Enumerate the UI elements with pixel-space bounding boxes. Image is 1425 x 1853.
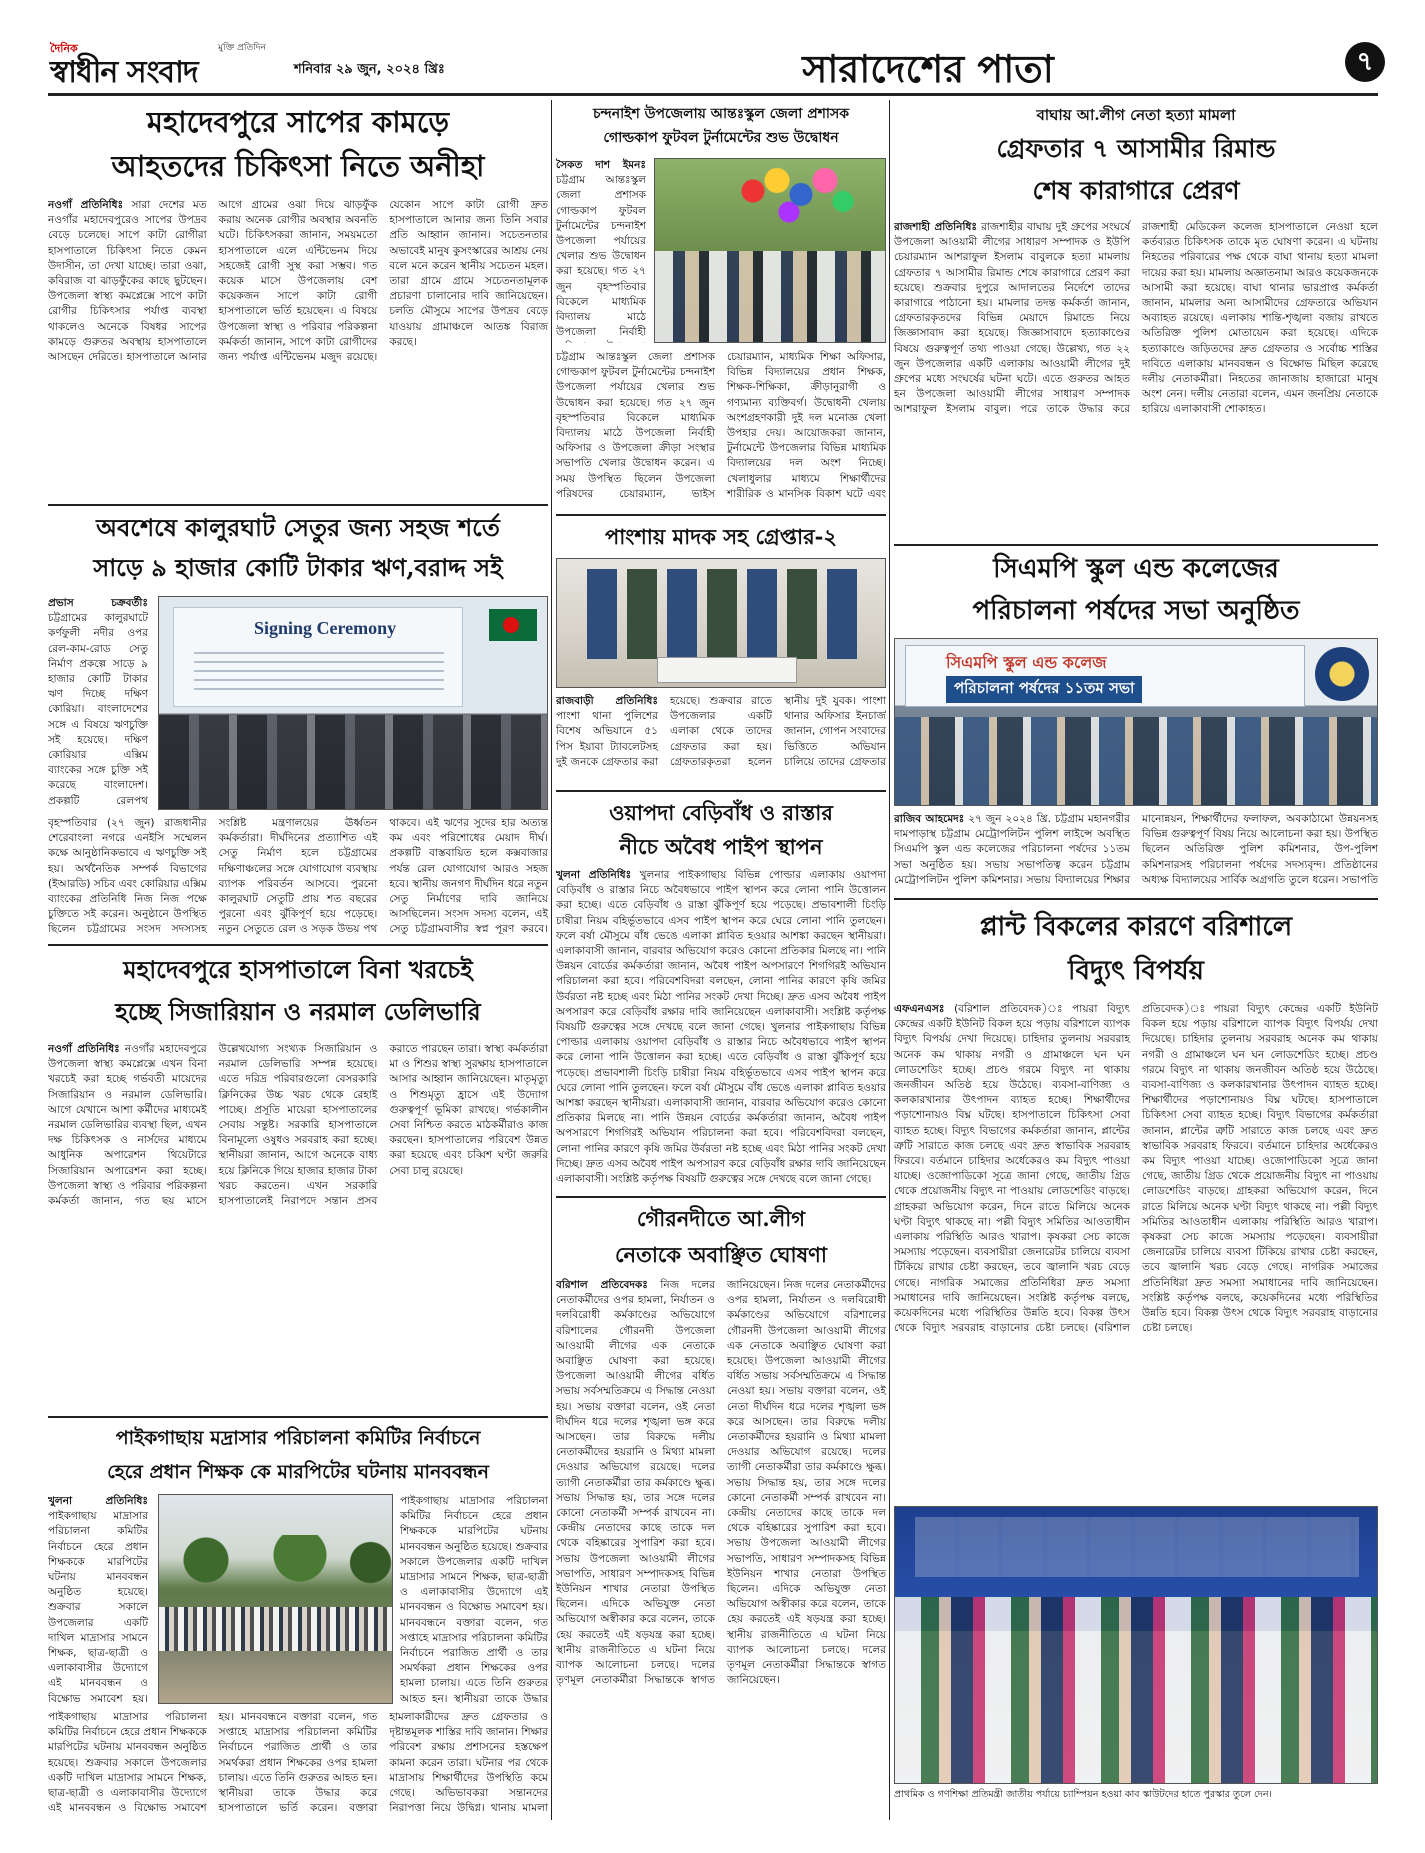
article-body xyxy=(556,868,886,1190)
scouts-group xyxy=(895,1597,1378,1784)
masthead xyxy=(48,40,1378,90)
banner-school-name: সিএমপি স্কুল এন্ড কলেজ xyxy=(946,653,1107,672)
headline: গ্রেফতার ৭ আসামীর রিমান্ড xyxy=(996,134,1276,163)
dateline: নওগাঁ প্রতিনিধিঃ xyxy=(48,1043,120,1055)
headline: মহাদেবপুরে সাপের কামড়ে xyxy=(146,105,450,139)
dateline: বরিশাল প্রতিবেদকঃ xyxy=(556,1279,648,1291)
article-bagha xyxy=(894,100,1378,540)
dateline: সৈকত দাশ ইমনঃ xyxy=(556,159,646,171)
divider xyxy=(894,544,1378,546)
logo-tag: মুক্তি প্রতিদিন xyxy=(218,43,266,53)
column-separator xyxy=(551,100,552,1820)
article-body xyxy=(894,220,1378,538)
body-text: পাইকগাছায় মাদ্রাসার পরিচালনা কমিটির নির্বাচনে হেরে প্রধান শিক্ষককে মারপিটের ঘটনায় মানববন্ধন অনুষ্ঠিত হয়েছে। শুক্রবার সকালে উপজেলার একটি দাখিল মাদ্রাসার সামনে শিক্ষক, ছাত্র-ছাত্রী ও এলাকাবাসীর উদ্যোগে এই মানববন্ধন ও বিক্ষোভ সমাবেশ হয়। xyxy=(48,1510,148,1704)
headline-line2: আহতদের চিকিৎসা নিতে অনীহা xyxy=(111,149,485,183)
people-row xyxy=(159,715,548,810)
logo-small: দৈনিক xyxy=(50,42,78,55)
article-snake xyxy=(48,100,548,500)
body-text: খুলনার পাইকগাছায় বিভিন্ন পোল্ডার এলাকায় ওয়াপদা বেড়িবাঁধ ও রাস্তার নিচে অবৈধভাবে পাইপ স্থাপন করে লোনা পানি উত্তোলন করা হচ্ছে। এতে বেড়িবাঁধ ও রাস্তা ঝুঁকিপূর্ণ হয়ে পড়েছে। প্রভাবশালী চিংড়ি চাষীরা নিয়ম বহির্ভূতভাবে এসব পাইপ স্থাপন করে ঘেরে লোনা পানি তুলছেন। ফলে বর্ষা মৌসুমে বাঁধ ভেঙে এলাকা প্লাবিত হওয়ার আশঙ্কা করছেন স্থানীয়রা। এলাকাবাসী জানান, বারবার অভিযোগ করেও কোনো প্রতিকার মিলছে না। পানি উন্নয়ন বোর্ডের কর্মকর্তারা জানান, অবৈধ পাইপ অপসারণে শিগগিরই অভিযান পরিচালনা করা হবে। পরিবেশবিদরা বলছেন, লোনা পানির কারণে কৃষি জমির উর্বরতা নষ্ট হচ্ছে এবং মিঠা পানির সংকট দেখা দিচ্ছে। দ্রুত এসব অবৈধ পাইপ অপসারণ করে বেড়িবাঁধ রক্ষার দাবি জানিয়েছেন এলাকাবাসী। সংশ্লিষ্ট কর্তৃপক্ষ বিষয়টি গুরুত্বের সঙ্গে দেখছে বলে জানা গেছে। xyxy=(556,869,886,1034)
people-arrested xyxy=(587,569,857,659)
headline-line2: গোল্ডকাপ ফুটবল টুর্নামেন্টের শুভ উদ্বোধন xyxy=(603,130,839,146)
banner-board xyxy=(173,607,463,707)
people-line xyxy=(159,1607,393,1651)
body-text: নিজ দলের নেতাকর্মীদের ওপর হামলা, নির্যাতন ও দলবিরোধী কর্মকাণ্ডের অভিযোগে বরিশালের গৌরনদী উপজেলা আওয়ামী লীগের এক নেতাকে অবাঞ্ছিত ঘোষণা করা হয়েছে। উপজেলা আওয়ামী লীগের বর্ধিত সভায় সর্বসম্মতিক্রমে এ সিদ্ধান্ত নেওয়া হয়। সভায় বক্তারা বলেন, ওই নেতা দীর্ঘদিন ধরে দলের শৃঙ্খলা ভঙ্গ করে আসছেন। তার বিরুদ্ধে দলীয় নেতাকর্মীদের হয়রানি ও মিথ্যা মামলা দেওয়ার অভিযোগ রয়েছে। দলের ত্যাগী নেতাকর্মীরা তার কর্মকাণ্ডে ক্ষুব্ধ। সভায় সিদ্ধান্ত হয়, তার সঙ্গে দলের কোনো নেতাকর্মী সম্পর্ক রাখবেন না। কেন্দ্রীয় নেতাদের কাছে তাকে দল থেকে বহিষ্কারের সুপারিশ করা হবে। সভায় উপজেলা আওয়ামী লীগের সভাপতি, সাধারণ সম্পাদকসহ বিভিন্ন ইউনিয়ন শাখার নেতারা উপস্থিত ছিলেন। এদিকে অভিযুক্ত নেতা অভিযোগ অস্বীকার করে বলেন, তাকে হেয় করতেই এই ষড়যন্ত্র করা হচ্ছে। স্থানীয় রাজনীতিতে এ ঘটনা নিয়ে ব্যাপক আলোচনা চলছে। দলের তৃণমূল নেতাকর্মীরা সিদ্ধান্তকে স্বাগত জানিয়েছেন। xyxy=(556,1279,780,1687)
headline-line2: পরিচালনা পর্ষদের সভা অনুষ্ঠিত xyxy=(972,596,1300,626)
article-body xyxy=(48,1042,548,1410)
section-title: সারাদেশের পাতা xyxy=(802,46,1054,91)
body-text: চট্টগ্রাম আন্তঃস্কুল জেলা প্রশাসক গোল্ডকাপ ফুটবল টুর্নামেন্টের চন্দনাইশ উপজেলা পর্যায়ের খেলার শুভ উদ্বোধন করা হয়েছে। গত ২৭ জুন বৃহস্পতিবার বিকেলে মাধ্যমিক বিদ্যালয় মাঠে উপজেলা নির্বাহী xyxy=(556,174,646,339)
divider xyxy=(48,944,548,946)
stage-banner xyxy=(915,1517,1359,1577)
article-gouranadi xyxy=(556,1200,886,1820)
photo-scouts-award xyxy=(894,1506,1378,1784)
article-body xyxy=(556,694,886,784)
photo-arrest xyxy=(556,558,886,688)
kicker: বাঘায় আ.লীগ নেতা হত্যা মামলা xyxy=(1036,106,1236,124)
people-group xyxy=(655,251,886,343)
dateline: রাজশাহী প্রতিনিধিঃ xyxy=(894,221,977,233)
article-pangsha xyxy=(556,518,886,786)
article-body xyxy=(894,812,1378,892)
body-text: চট্টগ্রাম আন্তঃস্কুল জেলা প্রশাসক গোল্ডকাপ ফুটবল টুর্নামেন্টের চন্দনাইশ উপজেলা পর্যায়ের খেলার শুভ উদ্বোধন করা হয়েছে। গত ২৭ জুন বৃহস্পতিবার বিকেলে মাধ্যমিক বিদ্যালয় মাঠে উপজেলা নির্বাহী অফিসার ও উপজেলা ক্রীড়া সংস্থার সভাপতি খেলার উদ্বোধন করেন। এ সময় উপস্থিত ছিলেন উপজেলা পরিষদের চেয়ারম্যান, ভাইস চেয়ারম্যান, মাধ্যমিক শিক্ষা অফিসার, বিভিন্ন বিদ্যালয়ের প্রধান শিক্ষক, শিক্ষক-শিক্ষিকা, ক্রীড়ানুরাগী ও গণ্যমান্য ব্যক্তিবর্গ। উদ্বোধনী খেলায় অংশগ্রহণকারী দুই দল মনোজ্ঞ খেলা উপহার দেয়। আয়োজকরা জানান, টুর্নামেন্টে উপজেলার বিভিন্ন মাধ্যমিক বিদ্যালয়ের দল অংশ নিচ্ছে। খেলাধুলার মাধ্যমে শিক্ষার্থীদের শারীরিক ও মানসিক বিকাশ ঘটে এবং xyxy=(556,351,886,500)
headline-line2: শেষ কারাগারে প্রেরণ xyxy=(1032,176,1240,205)
body-text: ২৭ জুন ২০২৪ খ্রি. চট্টগ্রাম মহানগরীর দামপাড়াস্থ চট্টগ্রাম মেট্রোপলিটন পুলিশ লাইন্সে অবস্থিত সিএমপি স্কুল এন্ড কলেজের পরিচালনা পর্ষদের ১১তম সভা অনুষ্ঠিত হয়। সভায় সভাপতিত্ব করেন চট্টগ্রাম মেট্রোপলিটন পুলিশ কমিশনার। সভায় বিদ্যালয়ের শিক্ষার মানোন্নয়ন, শিক্ষার্থীদের ফলাফল, অবকাঠামো উন্নয়নসহ বিভিন্ন গুরুত্বপূর্ণ বিষয় নিয়ে আলোচনা করা হয়। উপস্থিত ছিলেন অতিরিক্ত পুলিশ কমিশনার, উপ-পুলিশ কমিশনারসহ পরিচালনা পর্ষদের সদস্যবৃন্দ। প্রতিষ্ঠানের অধ্যক্ষ বিদ্যালয়ের সার্বিক অগ্রগতি তুলে ধরেন। সভাপতি xyxy=(894,813,1378,886)
dateline: এফএনএসঃ xyxy=(894,1003,945,1015)
headline-line2: নীচে অবৈধ পাইপ স্থাপন xyxy=(619,834,823,859)
article-body xyxy=(894,1002,1378,1498)
headline: পাংশায় মাদক সহ গ্রেপ্তার-২ xyxy=(604,524,838,549)
article-body xyxy=(556,350,886,508)
article-body-continued xyxy=(400,1494,548,1704)
body-text: নওগাঁর মহাদেবপুরে উপজেলা স্বাস্থ্য কমপ্লেক্সে এখন বিনা খরচেই করা হচ্ছে গর্ভবতী মায়েদের সিজারিয়ান ও নরমাল ডেলিভারি। আগে যেখানে আশা কর্মীদের মাধ্যমেই নরমাল ডেলিভারির ব্যবস্থা ছিল, এখন দক্ষ চিকিৎসক ও নার্সদের মাধ্যমে আধুনিক অপারেশন থিয়েটারে সিজারিয়ান অপারেশন করা হচ্ছে। উপজেলা স্বাস্থ্য ও পরিবার পরিকল্পনা কর্মকর্তা জানান, গত ছয় মাসে উল্লেখযোগ্য সংখ্যক সিজারিয়ান ও নরমাল ডেলিভারি সম্পন্ন হয়েছে। এতে দরিদ্র পরিবারগুলো বেসরকারি ক্লিনিকের উচ্চ খরচ থেকে রেহাই পাচ্ছে। প্রসূতি মায়েরা হাসপাতালের সেবায় সন্তুষ্ট। সরকারি হাসপাতালে বিনামূল্যে ওষুধও সরবরাহ করা হচ্ছে। স্থানীয়রা জানান, আগে অনেকে বাধ্য হয়ে ক্লিনিকে গিয়ে হাজার হাজার টাকা খরচ করতেন। এখন সরকারি হাসপাতালেই নিরাপদে সন্তান প্রসব করাতে পারছেন তারা। স্বাস্থ্য কর্মকর্তারা মা ও শিশুর স্বাস্থ্য সুরক্ষায় হাসপাতালে আসার আহ্বান জানিয়েছেন। মাতৃমৃত্যু ও শিশুমৃত্যু হ্রাসে এই উদ্যোগ গুরুত্বপূর্ণ ভূমিকা রাখছে। গর্ভকালীন সেবা নিশ্চিত করতে মাঠকর্মীরাও কাজ করছেন। হাসপাতালের পরিবেশ উন্নত করা হয়েছে এবং চব্বিশ ঘণ্টা জরুরি সেবা চালু রয়েছে। xyxy=(48,1043,548,1208)
body-text: রাজশাহীর বাঘায় দুই গ্রুপের সংঘর্ষে উপজেলা আওয়ামী লীগের সাধারণ সম্পাদক ও ইউপি চেয়ারম্যান আশরাফুল ইসলাম বাবুলকে হত্যা মামলায় গ্রেফতার ৭ আসামীর রিমান্ড শেষে কারাগারে প্রেরণ করা হয়েছে। শুক্রবার দুপুরে আদালতের নির্দেশে তাদের কারাগারে পাঠানো হয়। মামলার তদন্ত কর্মকর্তা জানান, গ্রেফতারকৃতদের বিভিন্ন মেয়াদে রিমান্ডে নিয়ে জিজ্ঞাসাবাদ করা হয়েছে। জিজ্ঞাসাবাদে হত্যাকাণ্ডের বিষয়ে গুরুত্বপূর্ণ তথ্য পাওয়া গেছে। উল্লেখ্য, গত ২২ জুন উপজেলার একটি এলাকায় আওয়ামী লীগের দুই গ্রুপের মধ্যে সংঘর্ষের ঘটনা ঘটে। এতে গুরুতর আহত হন উপজেলা আওয়ামী লীগের সাধারণ সম্পাদক আশরাফুল ইসলাম বাবুল। পরে তাকে উদ্ধার করে রাজশাহী মেডিকেল কলেজ হাসপাতালে নেওয়া হলে কর্তব্যরত চিকিৎসক তাকে মৃত ঘোষণা করেন। এ ঘটনায় নিহতের পরিবারের পক্ষ থেকে বাঘা থানায় হত্যা মামলা দায়ের করা হয়। মামলায় অজ্ঞাতনামা আরও কয়েকজনকে আসামী করা হয়েছে। বাঘা থানার ভারপ্রাপ্ত কর্মকর্তা জানান, মামলার অন্য আসামীদের গ্রেফতারে অভিযান অব্যাহত রয়েছে। এলাকায় শান্তি-শৃঙ্খলা বজায় রাখতে অতিরিক্ত পুলিশ মোতায়েন করা হয়েছে। এদিকে হত্যাকাণ্ডে জড়িতদের দ্রুত গ্রেফতার ও সর্বোচ্চ শাস্তির দাবিতে এলাকায় মানববন্ধন ও বিক্ষোভ মিছিল করেছে দলীয় নেতাকর্মীরা। নিহতের জানাজায় হাজারো মানুষ অংশ নেন। দলীয় নেতারা বলেন, এমন জনপ্রিয় নেতাকে হারিয়ে এলাকাবাসী শোকাহত। xyxy=(894,221,1378,416)
body-text: বৃহস্পতিবার (২৭ জুন) রাজধানীর শেরেবাংলা নগরে এনইসি সম্মেলন কক্ষে আনুষ্ঠানিকভাবে এ ঋণচুক্তি সই হয়। অর্থনৈতিক সম্পর্ক বিভাগের (ইআরডি) সচিব এবং কোরিয়ার এক্সিম ব্যাংকের প্রতিনিধি নিজ নিজ পক্ষে চুক্তিতে সই করেন। অনুষ্ঠানে উপস্থিত ছিলেন চট্টগ্রামের সংসদ সদস্যসহ সংশ্লিষ্ট মন্ত্রণালয়ের ঊর্ধ্বতন কর্মকর্তারা। দীর্ঘদিনের প্রত্যাশিত এই সেতু নির্মাণ হলে চট্টগ্রামের দক্ষিণাঞ্চলের সঙ্গে যোগাযোগ ব্যবস্থায় ব্যাপক পরিবর্তন আসবে। পুরনো কালুরঘাট সেতুটি প্রায় শত বছরের পুরনো এবং ঝুঁকিপূর্ণ হয়ে পড়েছে। নতুন সেতুতে রেল ও সড়ক উভয় পথ থাকবে। এই ঋণের সুদের হার অত্যন্ত কম এবং পরিশোধের মেয়াদ দীর্ঘ। প্রকল্পটি বাস্তবায়িত হলে কক্সবাজার পর্যন্ত রেল যোগাযোগ আরও সহজ হবে। স্থানীয় জনগণ দীর্ঘদিন ধরে নতুন সেতু নির্মাণের দাবি জানিয়ে আসছিলেন। সংসদ সদস্য বলেন, এই সেতু চট্টগ্রামবাসীর স্বপ্ন পূরণ করবে। xyxy=(48,817,548,936)
photo-caption: প্রাথমিক ও গণশিক্ষা প্রতিমন্ত্রী জাতীয় পর্যায়ে চ্যাম্পিয়ন হওয়া কাব স্কাউটদের হাতে পুরস্কার তুলে দেন। xyxy=(894,1789,1272,1800)
dateline: নওগাঁ প্রতিনিধিঃ xyxy=(48,199,124,211)
article-paikgacha xyxy=(48,1420,548,1820)
dateline: খুলনা প্রতিনিধিঃ xyxy=(556,869,632,881)
article-body-bottom xyxy=(48,1710,548,1820)
photo-human-chain xyxy=(158,1494,393,1704)
dateline: রাজবাড়ী প্রতিনিধিঃ xyxy=(556,695,658,707)
headline-line2: সাড়ে ৯ হাজার কোটি টাকার ঋণ,বরাদ্দ সই xyxy=(93,553,503,582)
headline: পাইকগাছায় মদ্রাসার পরিচালনা কমিটির নির্বাচনে xyxy=(115,1427,481,1449)
meeting-banner xyxy=(905,645,1305,707)
divider xyxy=(556,790,886,792)
police-logo xyxy=(1315,647,1369,701)
article-wapda xyxy=(556,794,886,1192)
flag-icon xyxy=(489,609,537,641)
logo-main: স্বাধীন সংবাদ xyxy=(50,55,198,90)
dateline: খুলনা প্রতিনিধিঃ xyxy=(48,1495,148,1507)
article-kalurghat xyxy=(48,510,548,940)
article-barishal xyxy=(894,902,1378,1820)
headline: প্লান্ট বিকলের কারণে বরিশালে xyxy=(979,912,1293,942)
body-text: পাইকগাছায় মাদ্রাসার পরিচালনা কমিটির নির্বাচনে হেরে প্রধান শিক্ষককে মারপিটের ঘটনায় মানববন্ধন অনুষ্ঠিত হয়েছে। শুক্রবার সকালে উপজেলার একটি দাখিল মাদ্রাসার সামনে শিক্ষক, ছাত্র-ছাত্রী ও এলাকাবাসীর উদ্যোগে এই মানববন্ধন ও বিক্ষোভ সমাবেশ হয়। মানববন্ধনে বক্তারা বলেন, গত সপ্তাহে মাদ্রাসার পরিচালনা কমিটির নির্বাচনে পরাজিত প্রার্থী ও তার সমর্থকরা প্রধান শিক্ষকের ওপর হামলা চালায়। এতে তিনি গুরুতর আহত হন। স্থানীয়রা তাকে উদ্ধার করে হাসপাতালে ভর্তি করেন। বক্তারা হামলাকারীদের দ্রুত গ্রেফতার ও দৃষ্টান্তমূলক শাস্তির দাবি জানান। শিক্ষার পরিবেশ রক্ষায় প্রশাসনের হস্তক্ষেপ কামনা করেন তারা। ঘটনার পর থেকে মাদ্রাসায় শিক্ষার্থীদের উপস্থিতি কমে গেছে। অভিভাবকরা সন্তানদের নিরাপত্তা নিয়ে উদ্বিগ্ন। থানায় মামলা xyxy=(48,1711,548,1815)
headline: গৌরনদীতে আ.লীগ xyxy=(636,1206,806,1231)
evidence-table xyxy=(657,657,797,683)
divider xyxy=(556,514,886,516)
headline-line2: নেতাকে অবাঞ্ছিত ঘোষণা xyxy=(615,1242,827,1267)
article-cmp xyxy=(894,548,1378,894)
divider xyxy=(894,898,1378,900)
issue-date: শনিবার ২৯ জুন, ২০২৪ খ্রিঃ xyxy=(294,62,445,77)
headline: ওয়াপদা বেড়িবাঁধ ও রাস্তার xyxy=(609,800,833,825)
body-text: পাংশা থানা পুলিশের বিশেষ অভিযানে ৫১ পিস ইয়াবা ট্যাবলেটসহ দুই জনকে গ্রেফতার করা হয়েছে। শুক্রবার রাতে উপজেলার একটি এলাকা থেকে তাদের গ্রেফতার করা হয়। গ্রেফতারকৃতরা হলেন স্থানীয় দুই যুবক। পাংশা থানার অফিসার ইনচার্জ জানান, গোপন সংবাদের ভিত্তিতে অভিযান চালিয়ে তাদের গ্রেফতার xyxy=(556,695,886,768)
article-body xyxy=(48,816,548,940)
body-text: নিজ দলের নেতাকর্মীদের ওপর হামলা, নির্যাতন ও দলবিরোধী কর্মকাণ্ডের অভিযোগে বরিশালের গৌরনদী উপজেলা আওয়ামী লীগের এক নেতাকে অবাঞ্ছিত ঘোষণা করা হয়েছে। উপজেলা আওয়ামী লীগের বর্ধিত সভায় সর্বসম্মতিক্রমে এ সিদ্ধান্ত নেওয়া হয়। সভায় বক্তারা বলেন, ওই নেতা দীর্ঘদিন ধরে দলের শৃঙ্খলা ভঙ্গ করে আসছেন। তার বিরুদ্ধে দলীয় নেতাকর্মীদের হয়রানি ও মিথ্যা মামলা দেওয়ার অভিযোগ রয়েছে। দলের ত্যাগী নেতাকর্মীরা তার কর্মকাণ্ডে ক্ষুব্ধ। সভায় সিদ্ধান্ত হয়, তার সঙ্গে দলের কোনো নেতাকর্মী সম্পর্ক রাখবেন না। কেন্দ্রীয় নেতাদের কাছে তাকে দল থেকে বহিষ্কারের সুপারিশ করা হবে। সভায় উপজেলা আওয়ামী লীগের সভাপতি, সাধারণ সম্পাদকসহ বিভিন্ন ইউনিয়ন শাখার নেতারা উপস্থিত ছিলেন। এদিকে অভিযুক্ত নেতা অভিযোগ অস্বীকার করে বলেন, তাকে হেয় করতেই এই ষড়যন্ত্র করা হচ্ছে। স্থানীয় রাজনীতিতে এ ঘটনা নিয়ে ব্যাপক আলোচনা চলছে। দলের তৃণমূল নেতাকর্মীরা সিদ্ধান্তকে স্বাগত জানিয়েছেন। xyxy=(727,1279,886,1687)
body-text: (বরিশাল প্রতিবেদক)ঃ পায়রা বিদ্যুৎ কেন্দ্রের একটি ইউনিট বিকল হয়ে পড়ায় বরিশালে ব্যাপক বিদ্যুৎ বিপর্যয় দেখা দিয়েছে। চাহিদার তুলনায় সরবরাহ অনেক কম থাকায় নগরী ও গ্রামাঞ্চলে ঘন ঘন লোডশেডিং হচ্ছে। প্রচণ্ড গরমে বিদ্যুৎ না থাকায় জনজীবন অতিষ্ঠ হয়ে উঠেছে। ব্যবসা-বাণিজ্য ও কলকারখানার উৎপাদন ব্যাহত হচ্ছে। শিক্ষার্থীদের পড়াশোনায়ও বিঘ্ন ঘটছে। হাসপাতালে চিকিৎসা সেবা ব্যাহত হচ্ছে। বিদ্যুৎ বিভাগের কর্মকর্তারা জানান, প্লান্টের ত্রুটি সারাতে কাজ চলছে এবং দ্রুত স্বাভাবিক সরবরাহ ফিরবে। বর্তমানে চাহিদার অর্ধেকেরও কম বিদ্যুৎ পাওয়া যাচ্ছে। ওজোপাডিকো সূত্রে জানা গেছে, জাতীয় গ্রিড থেকে প্রয়োজনীয় বিদ্যুৎ না পাওয়ায় লোডশেডিং বাড়ছে। গ্রাহকরা অভিযোগ করেন, দিনে রাতে মিলিয়ে অনেক ঘণ্টা বিদ্যুৎ থাকছে না। পল্লী বিদ্যুৎ সমিতির আওতাধীন এলাকায় পরিস্থিতি আরও খারাপ। কৃষকরা সেচ কাজে সমস্যায় পড়েছেন। ব্যবসায়ীরা জেনারেটর চালিয়ে ব্যবসা টিকিয়ে রাখার চেষ্টা করছেন, তবে জ্বালানি খরচ বেড়ে গেছে। নাগরিক সমাজের প্রতিনিধিরা দ্রুত সমস্যা সমাধানের দাবি জানিয়েছেন। সংশ্লিষ্ট কর্তৃপক্ষ বলছে, কয়েকদিনের মধ্যে পরিস্থিতির উন্নতি হবে। বিকল্প উৎস থেকে বিদ্যুৎ সরবরাহ বাড়ানোর চেষ্টা চলছে। xyxy=(894,1003,1130,1335)
divider xyxy=(48,504,548,506)
masthead-rule xyxy=(48,93,1378,96)
banner-meeting-title: পরিচালনা পর্ষদের ১১তম সভা xyxy=(946,676,1142,703)
body-text: খুলনার পাইকগাছায় বিভিন্ন পোল্ডার এলাকায় ওয়াপদা বেড়িবাঁধ ও রাস্তার নিচে অবৈধভাবে পাইপ স্থাপন করে লোনা পানি উত্তোলন করা হচ্ছে। এতে বেড়িবাঁধ ও রাস্তা ঝুঁকিপূর্ণ হয়ে পড়েছে। প্রভাবশালী চিংড়ি চাষীরা নিয়ম বহির্ভূতভাবে এসব পাইপ স্থাপন করে ঘেরে লোনা পানি তুলছেন। ফলে বর্ষা মৌসুমে বাঁধ ভেঙে এলাকা প্লাবিত হওয়ার আশঙ্কা করছেন স্থানীয়রা। এলাকাবাসী জানান, বারবার অভিযোগ করেও কোনো প্রতিকার মিলছে না। পানি উন্নয়ন বোর্ডের কর্মকর্তারা জানান, অবৈধ পাইপ অপসারণে শিগগিরই অভিযান পরিচালনা করা হবে। পরিবেশবিদরা বলছেন, লোনা পানির কারণে কৃষি জমির উর্বরতা নষ্ট হচ্ছে এবং মিঠা পানির সংকট দেখা দিচ্ছে। দ্রুত এসব অবৈধ পাইপ অপসারণ করে বেড়িবাঁধ রক্ষার দাবি জানিয়েছেন এলাকাবাসী। সংশ্লিষ্ট কর্তৃপক্ষ বিষয়টি গুরুত্বের সঙ্গে দেখছে বলে জানা গেছে। xyxy=(556,1021,886,1186)
photo-balloons xyxy=(654,158,886,343)
headline: সিএমপি স্কুল এন্ড কলেজের xyxy=(993,554,1279,584)
headline-line2: হেরে প্রধান শিক্ষক কে মারপিটের ঘটনায় মানববন্ধন xyxy=(107,1461,489,1483)
attendees xyxy=(895,717,1378,806)
dateline: রাজিব আহমেদঃ xyxy=(894,813,965,825)
article-body-side xyxy=(48,596,148,810)
body-text: সারা দেশের মত নওগাঁর মহাদেবপুরেও সাপের উপদ্রব বেড়ে চলেছে। সাপে কাটা রোগীরা হাসপাতালে চিকিৎসা নিতে কেমন উদাসীন, তা দেখা যাচ্ছে। তারা ওঝা, কবিরাজ বা ঝাড়ফুঁকের কাছে ছুটছেন। উপজেলা স্বাস্থ্য কমপ্লেক্সে সাপে কাটা রোগীর চিকিৎসার পর্যাপ্ত ব্যবস্থা থাকলেও অনেকে বিষধর সাপের কামড়ে গুরুতর অবস্থায় হাসপাতালে আসছেন দেরিতে। হাসপাতালে আনার আগে গ্রামের ওঝা দিয়ে ঝাড়ফুঁক করায় অনেক রোগীর অবস্থার অবনতি ঘটে। চিকিৎসকরা জানান, সময়মতো হাসপাতালে এলে এন্টিভেনম দিয়ে সহজেই রোগী সুস্থ করা সম্ভব। গত কয়েক মাসে উপজেলায় বেশ কয়েকজন সাপে কাটা রোগী হাসপাতালে ভর্তি হয়েছেন। এ বিষয়ে উপজেলা স্বাস্থ্য ও পরিবার পরিকল্পনা কর্মকর্তা জানান, সাপে কাটা রোগীদের জন্য পর্যাপ্ত এন্টিভেনম মজুদ রয়েছে। যেকোন সাপে কাটা রোগী দ্রুত হাসপাতালে আনার জন্য তিনি সবার প্রতি আহ্বান জানান। সচেতনতার অভাবেই মানুষ কুসংস্কারের আশ্রয় নেয় বলে মনে করেন স্থানীয় সচেতন মহল। তারা গ্রামে গ্রামে সচেতনতামূলক প্রচারণা চালানোর দাবি জানিয়েছেন। চলতি মৌসুমে সাপের উপদ্রব বেড়ে যাওয়ায় গ্রামাঞ্চলে আতঙ্ক বিরাজ করছে। xyxy=(48,199,548,364)
article-body-side xyxy=(556,158,646,343)
headline: চন্দনাইশ উপজেলায় আন্তঃস্কুল জেলা প্রশাসক xyxy=(592,106,850,122)
headline: অবশেষে কালুরঘাট সেতুর জন্য সহজ শর্তে xyxy=(96,513,500,542)
dateline: প্রভাস চক্রবর্তীঃ xyxy=(48,597,148,609)
divider xyxy=(48,1416,548,1418)
article-hospital xyxy=(48,950,548,1412)
photo-meeting xyxy=(894,638,1378,806)
article-chandanaish xyxy=(556,100,886,510)
balloons xyxy=(735,163,855,233)
article-body-side xyxy=(48,1494,148,1704)
banner-lines xyxy=(194,652,444,692)
logo xyxy=(48,40,288,90)
body-text: পাইকগাছায় মাদ্রাসার পরিচালনা কমিটির নির্বাচনে হেরে প্রধান শিক্ষককে মারপিটের ঘটনায় মানববন্ধন অনুষ্ঠিত হয়েছে। শুক্রবার সকালে উপজেলার একটি দাখিল মাদ্রাসার সামনে শিক্ষক, ছাত্র-ছাত্রী ও এলাকাবাসীর উদ্যোগে এই মানববন্ধন ও বিক্ষোভ সমাবেশ হয়। মানববন্ধনে বক্তারা বলেন, গত সপ্তাহে মাদ্রাসার পরিচালনা কমিটির নির্বাচনে পরাজিত প্রার্থী ও তার সমর্থকরা প্রধান শিক্ষকের ওপর হামলা চালায়। এতে তিনি গুরুতর আহত হন। স্থানীয়রা তাকে উদ্ধার xyxy=(400,1495,548,1704)
article-body xyxy=(556,1278,886,1818)
divider xyxy=(556,1196,886,1198)
body-text: চট্টগ্রামের কালুরঘাটে কর্ণফুলী নদীর ওপর রেল-কাম-রোড সেতু নির্মাণ প্রকল্পে সাড়ে ৯ হাজার কোটি টাকার ঋণ দিচ্ছে দক্ষিণ কোরিয়া। বাংলাদেশের সঙ্গে এ বিষয়ে ঋণচুক্তি সই হয়েছে। দক্ষিণ কোরিয়ার এক্সিম ব্যাংকের সঙ্গে চুক্তি সই করেছে বাংলাদেশ। প্রকল্পটি রেলপথ xyxy=(48,612,148,807)
trees xyxy=(159,1535,393,1585)
photo-signing-ceremony xyxy=(158,596,548,810)
page-number: ৭ xyxy=(1356,47,1374,77)
banner-title: Signing Ceremony xyxy=(254,618,397,638)
column-separator xyxy=(889,100,890,1820)
body-text: (বরিশাল প্রতিবেদক)ঃ পায়রা বিদ্যুৎ কেন্দ্রের একটি ইউনিট বিকল হয়ে পড়ায় বরিশালে ব্যাপক বিদ্যুৎ বিপর্যয় দেখা দিয়েছে। চাহিদার তুলনায় সরবরাহ অনেক কম থাকায় নগরী ও গ্রামাঞ্চলে ঘন ঘন লোডশেডিং হচ্ছে। প্রচণ্ড গরমে বিদ্যুৎ না থাকায় জনজীবন অতিষ্ঠ হয়ে উঠেছে। ব্যবসা-বাণিজ্য ও কলকারখানার উৎপাদন ব্যাহত হচ্ছে। শিক্ষার্থীদের পড়াশোনায়ও বিঘ্ন ঘটছে। হাসপাতালে চিকিৎসা সেবা ব্যাহত হচ্ছে। বিদ্যুৎ বিভাগের কর্মকর্তারা জানান, প্লান্টের ত্রুটি সারাতে কাজ চলছে এবং দ্রুত স্বাভাবিক সরবরাহ ফিরবে। বর্তমানে চাহিদার অর্ধেকেরও কম বিদ্যুৎ পাওয়া যাচ্ছে। ওজোপাডিকো সূত্রে জানা গেছে, জাতীয় গ্রিড থেকে প্রয়োজনীয় বিদ্যুৎ না পাওয়ায় লোডশেডিং বাড়ছে। গ্রাহকরা অভিযোগ করেন, দিনে রাতে মিলিয়ে অনেক ঘণ্টা বিদ্যুৎ থাকছে না। পল্লী বিদ্যুৎ সমিতির আওতাধীন এলাকায় পরিস্থিতি আরও খারাপ। কৃষকরা সেচ কাজে সমস্যায় পড়েছেন। ব্যবসায়ীরা জেনারেটর চালিয়ে ব্যবসা টিকিয়ে রাখার চেষ্টা করছেন, তবে জ্বালানি খরচ বেড়ে গেছে। নাগরিক সমাজের প্রতিনিধিরা দ্রুত সমস্যা সমাধানের দাবি জানিয়েছেন। সংশ্লিষ্ট কর্তৃপক্ষ বলছে, কয়েকদিনের মধ্যে পরিস্থিতির উন্নতি হবে। বিকল্প উৎস থেকে বিদ্যুৎ সরবরাহ বাড়ানোর চেষ্টা চলছে। xyxy=(1094,1003,1378,1335)
page-number-badge xyxy=(1345,42,1385,82)
headline-line2: বিদ্যুৎ বিপর্যয় xyxy=(1068,956,1204,986)
article-body xyxy=(48,198,548,498)
headline: মহাদেবপুরে হাসপাতালে বিনা খরচেই xyxy=(123,955,473,984)
headline-line2: হচ্ছে সিজারিয়ান ও নরমাল ডেলিভারি xyxy=(115,997,481,1026)
